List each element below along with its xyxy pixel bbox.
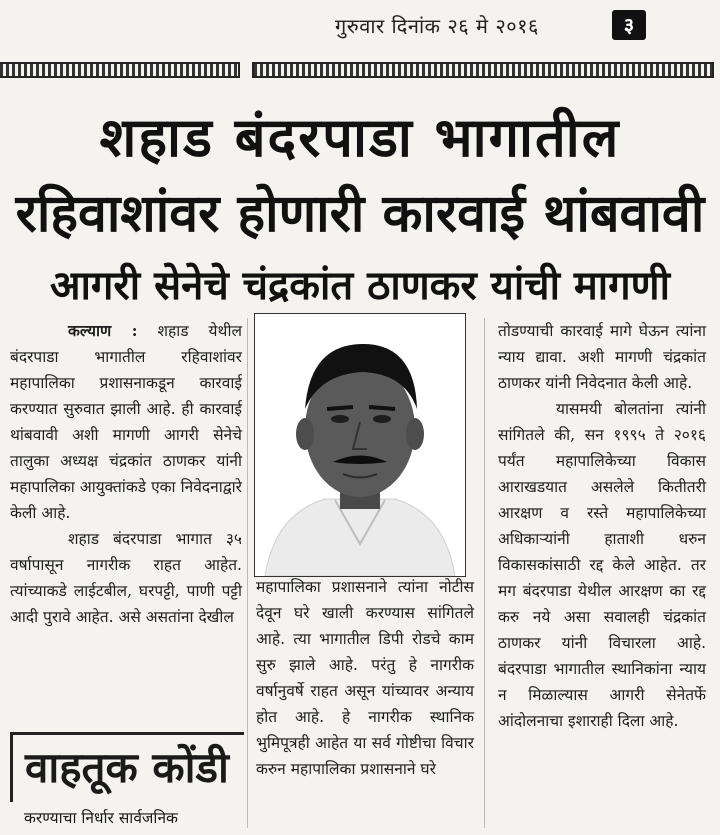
article-column-1 — [10, 318, 242, 630]
headline-line-1: शहाड बंदरपाडा भागातील — [99, 106, 621, 169]
header-rule-left — [0, 62, 240, 78]
column-divider — [484, 318, 485, 828]
paragraph-text: शहाड येथील बंदरपाडा भागातील रहिवाशांवर महापालिका प्रशासनाकडून कारवाई करण्यात सुरुवात झाली आहे. ही कारवाई थांबवावी अशी मागणी आगरी सेनेचे तालुका अध्यक्ष चंद्रकांत ठाणकर यांनी महापालिका आयुक्तांकडे एका निवेदनाद्वारे केली आहे. — [10, 322, 242, 522]
issue-date: गुरुवार दिनांक २६ मे २०१६ — [335, 14, 539, 38]
article-paragraph: यासमयी बोलतांना त्यांनी सांगितले की, सन १९९५ ते २०१६ पर्यंत महापालिकेच्या विकास आराखडयात असलेले कितीतरी आरक्षण व रस्ते महापालिकेच्या अधिकाऱ्यांनी हाताशी धरुन विकासकांसाठी रद्द केले आहेत. तर मग बंदरपाडा येथील आरक्षण का रद्द करु नये असा सवालही चंद्रकांत ठाणकर यांनी विचारला आहे. बंदरपाडा भागातील स्थानिकांना न्याय न मिळाल्यास आगरी सेनेतर्फे आंदोलनाचा इशाराही दिला आहे. — [498, 400, 706, 730]
article-paragraph — [10, 318, 242, 526]
portrait-photo — [254, 313, 466, 577]
headline-line-2: रहिवाशांवर होणारी कारवाई थांबवावी — [15, 184, 705, 244]
dateline: कल्याण : — [68, 321, 138, 340]
sidebar-story-text: करण्याचा निर्धार सार्वजनिक — [24, 809, 178, 827]
article-column-2 — [256, 574, 474, 782]
article-paragraph: महापालिका प्रशासनाने त्यांना नोटीस देवून घरे खाली करण्यास सांगितले आहे. त्या भागातील डिपी रोडचे काम सुरु झाले आहे. परंतु हे नागरीक वर्षानुवर्षे राहत असून यांच्यावर अन्याय होत आहे. हे नागरीक स्थानिक भुमिपूत्रही आहेत या सर्व गोष्टीचा विचार करुन महापालिका प्रशासनाने घरे — [256, 578, 474, 778]
page-number: ३ — [612, 10, 646, 40]
sidebar-story-heading: वाहतूक कोंडी — [10, 732, 244, 802]
article-paragraph: शहाड बंदरपाडा भागात ३५ वर्षापासून नागरीक राहत आहेत. त्यांच्याकडे लाईटबील, घरपट्टी, पाणी पट्टी आदी पुरावे आहेत. असे असतांना देखील — [10, 530, 242, 626]
portrait-illustration — [255, 314, 465, 576]
article-paragraph: तोडण्याची कारवाई मागे घेऊन त्यांना न्याय द्यावा. अशी मागणी चंद्रकांत ठाणकर यांनी निवेदनात केली आहे. — [498, 322, 706, 392]
header-rule-right — [252, 62, 714, 78]
column-divider — [247, 318, 248, 828]
article-column-3 — [498, 318, 706, 734]
subheadline: आगरी सेनेचे चंद्रकांत ठाणकर यांची मागणी — [50, 263, 670, 309]
